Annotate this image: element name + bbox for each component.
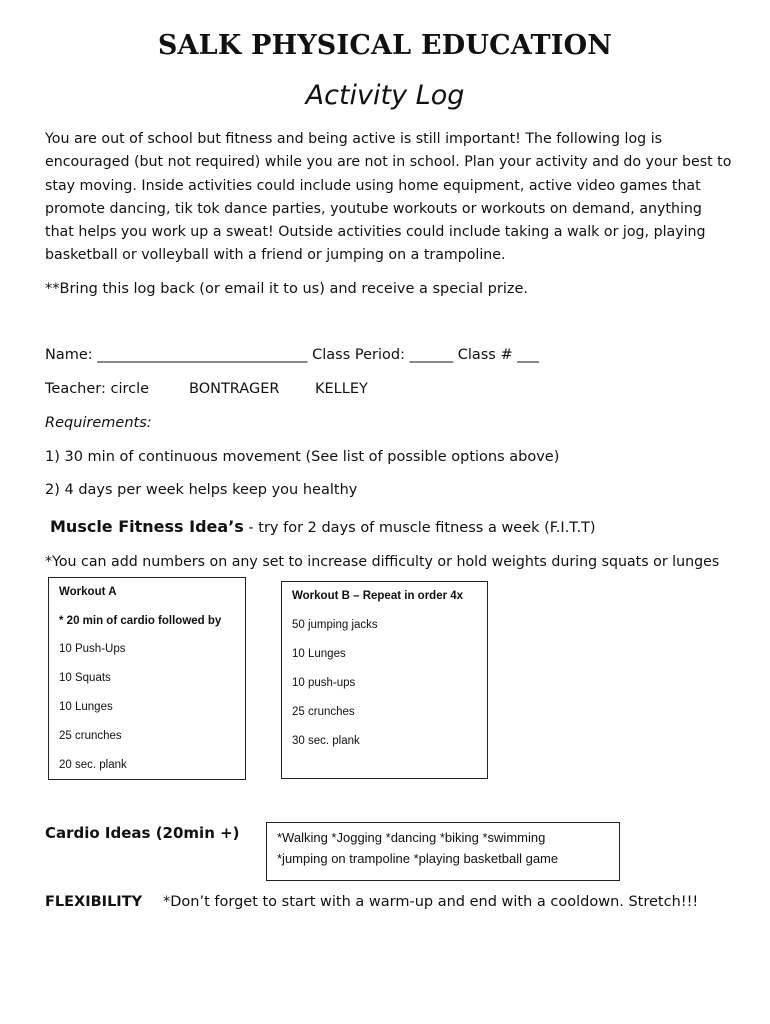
workout-b-line: 10 Lunges [292,648,346,660]
workout-a-title: Workout A [59,586,117,598]
requirement-item-2: 2) 4 days per week helps keep you healthy [45,482,358,498]
page-subtitle: Activity Log [305,80,465,111]
workout-b-line: 50 jumping jacks [292,619,378,631]
workout-a-line: 10 Push-Ups [59,643,126,655]
teacher-option-kelley: KELLEY [315,381,368,397]
cardio-heading: Cardio Ideas (20min +) [45,824,240,842]
workout-a-line: 20 sec. plank [59,759,127,771]
cardio-ideas-line-1: *Walking *Jogging *dancing *biking *swimming [277,830,546,845]
teacher-label: Teacher: circle [45,381,150,397]
flexibility-note: *Don’t forget to start with a warm-up and end with a cooldown. Stretch!!! [163,894,699,910]
page-title: SALK PHYSICAL EDUCATION [157,30,613,61]
workout-b-line: 30 sec. plank [292,735,360,747]
teacher-option-bontrager: BONTRAGER [189,381,280,397]
cardio-ideas-box [266,822,620,881]
requirements-heading: Requirements: [45,415,152,431]
muscle-fitness-heading: Muscle Fitness Idea’s [50,517,244,536]
name-class-line: Name: _____________________________ Class Period: ______ Class # ___ [45,347,539,363]
workout-a-line: 10 Lunges [59,701,113,713]
muscle-fitness-note: *You can add numbers on any set to increase difficulty or hold weights during squats or lunges [45,554,720,570]
requirement-item-1: 1) 30 min of continuous movement (See list of possible options above) [45,449,560,465]
workout-a-box [48,577,246,780]
intro-paragraph: You are out of school but fitness and being active is still important! The following log is encouraged (but not required) while you are not in school. Plan your activity and do your best to stay moving. Inside activities could include using home equipment, active video games that promote dancing, tik tok dance parties, youtube workouts or workouts on demand, anything that helps you work up a sweat! Outside activities could include taking a walk or jog, playing basketball or volleyball with a friend or jumping on a trampoline. [45,131,732,264]
workout-b-line: 25 crunches [292,706,355,718]
workout-b-line: 10 push-ups [292,677,356,689]
workout-a-line: 10 Squats [59,672,111,684]
workout-b-title: Workout B – Repeat in order 4x [292,590,464,602]
muscle-fitness-tip: - try for 2 days of muscle fitness a week (F.I.T.T) [243,520,596,536]
cardio-ideas-line-2: *jumping on trampoline *playing basketball game [277,851,559,866]
workout-a-line: 25 crunches [59,730,122,742]
flexibility-heading: FLEXIBILITY [45,894,143,910]
muscle-fitness-line [50,517,596,536]
workout-b-box [281,581,488,779]
workout-a-line: * 20 min of cardio followed by [59,615,222,627]
prize-note: **Bring this log back (or email it to us) and receive a special prize. [45,281,529,297]
